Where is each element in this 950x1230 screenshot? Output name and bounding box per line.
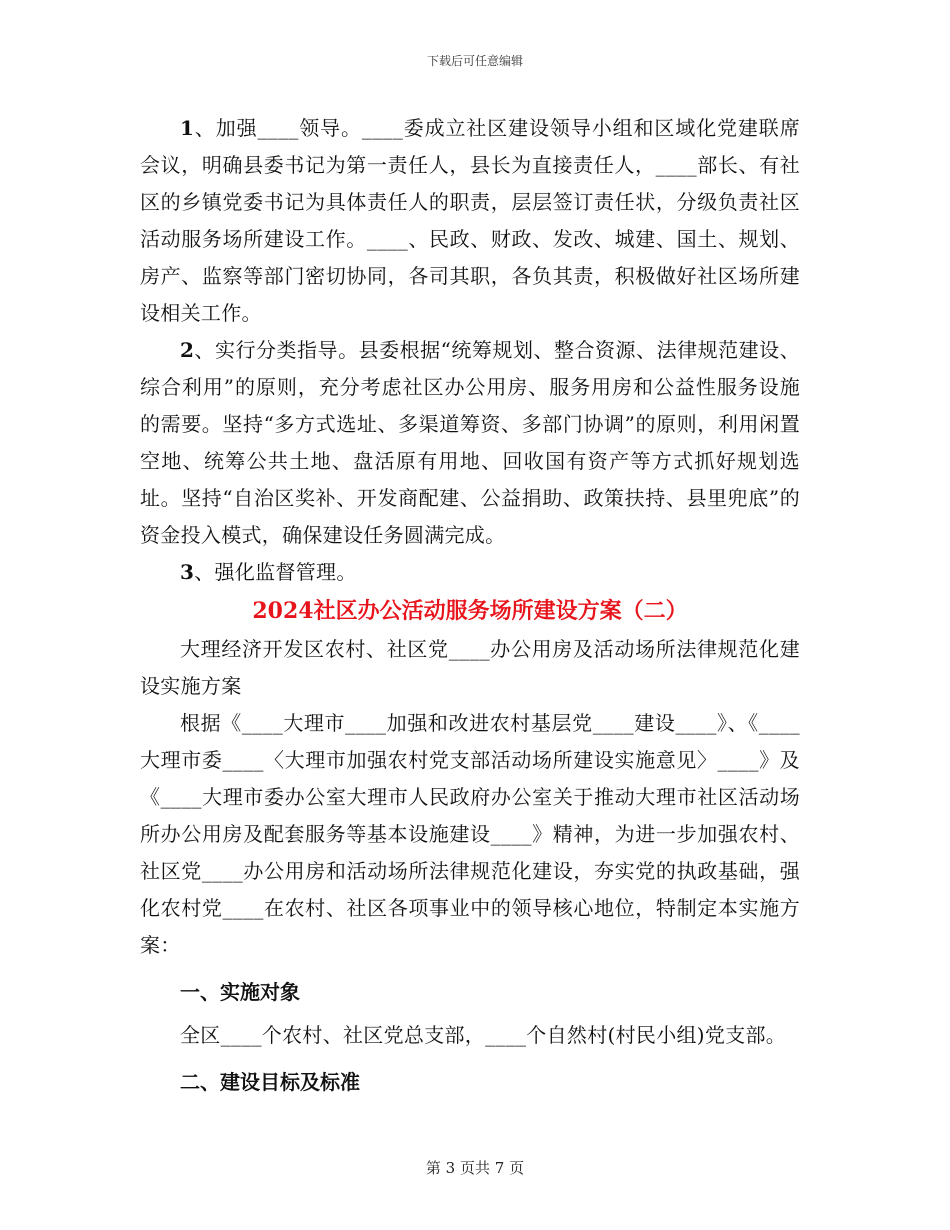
item-number: 3 <box>180 560 195 584</box>
heading-implementation-targets: 一、实施对象 <box>180 980 300 1004</box>
paragraph-text: 、实行分类指导。县委根据“统筹规划、整合资源、法律规范建设、综合利用”的原则，充分考虑社区办公用房、服务用房和公益性服务设施的需要。坚持“多方式选址、多渠道筹资、多部门协调”的原则，利用闲置空地、统筹公共土地、盘活原有用地、回收国有资产等方式抓好规划选址。坚持“自治区奖补、开发商配建、公益捐助、政策扶持、县里兜底”的资金投入模式，确保建设任务圆满完成。 <box>140 338 800 547</box>
paragraph-4: 大理经济开发区农村、社区党____办公用房及活动场所法律规范化建设实施方案 <box>140 637 800 698</box>
paragraph-1 <box>140 110 800 332</box>
paragraph-text: 、加强____领导。____委成立社区建设领导小组和区域化党建联席会议，明确县委书记为第一责任人，县长为直接责任人，____部长、有社区的乡镇党委书记为具体责任人的职责，层层签订责任状，分级负责社区活动服务场所建设工作。____、民政、财政、发改、城建、国土、规划、房产、监察等部门密切协同，各司其职，各负其责，积极做好社区场所建设相关工作。 <box>140 116 800 325</box>
page-footer: 第 3 页共 7 页 <box>425 1159 525 1177</box>
item-number: 2 <box>180 338 195 362</box>
heading-goals-and-standards: 二、建设目标及标准 <box>180 1070 360 1094</box>
item-number: 1 <box>180 116 195 140</box>
paragraph-2 <box>140 332 800 554</box>
paragraph-6: 全区____个农村、社区党总支部，____个自然村(村民小组)党支部。 <box>180 1023 787 1047</box>
paragraph-text: 、强化监督管理。 <box>194 560 357 584</box>
page-header: 下载后可任意编辑 <box>426 54 523 68</box>
document-body <box>140 110 800 1107</box>
section-title: 2024社区办公活动服务场所建设方案（二） <box>252 598 688 624</box>
paragraph-3 <box>140 554 800 591</box>
paragraph-5: 根据《____大理市____加强和改进农村基层党____建设____》、《____大理市委____〈大理市加强农村党支部活动场所建设实施意见〉____》及《____大理市委办公室大理市人民政府办公室关于推动大理市社区活动场所办公用房及配套服务等基本设施建设____》精神，为进一步加强农村、社区党____办公用房和活动场所法律规范化建设，夯实党的执政基础，强化农村党____在农村、社区各项事业中的领导核心地位，特制定本实施方案： <box>140 711 800 957</box>
